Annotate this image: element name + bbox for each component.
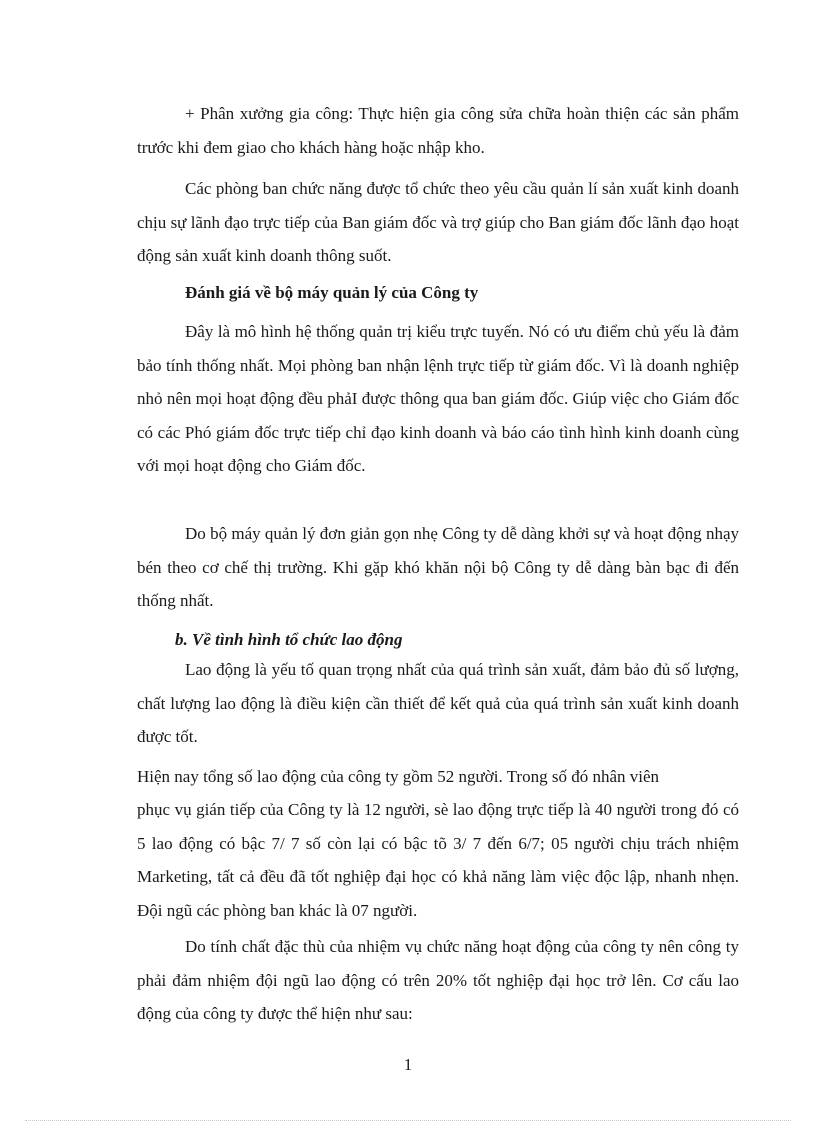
paragraph-labor-count: phục vụ gián tiếp của Công ty là 12 người, sè lao động trực tiếp là 40 người trong đó có 5 lao động có bậc 7/ 7 số còn lại có bậc tõ 3/ 7 đến 6/7; 05 người chịu trách nhiệm Marketing, tất cả đều đã tốt nghiệp đại học có khả năng làm việc độc lập, nhanh nhẹn. Đội ngũ các phòng ban khác là 07 người.: [137, 800, 739, 920]
page-number: 1: [403, 1055, 413, 1074]
heading-labor-organization: b. Về tình hình tổ chức lao động: [175, 630, 403, 649]
heading-management-evaluation: Đánh giá về bộ máy quản lý của Công ty: [185, 283, 479, 302]
page-bottom-divider: [25, 1120, 791, 1121]
paragraph-labor-importance: Lao động là yếu tố quan trọng nhất của quá trình sản xuất, đảm bảo đủ số lượng, chất lượng lao động là điều kiện cần thiết để kết quả của quá trình sản xuất kinh doanh được tốt.: [137, 660, 739, 746]
paragraph-functional-departments: Các phòng ban chức năng được tổ chức theo yêu cầu quản lí sản xuất kinh doanh chịu sự lãnh đạo trực tiếp của Ban giám đốc và trợ giúp cho Ban giám đốc lãnh đạo hoạt động sản xuất kinh doanh thông suốt.: [137, 179, 739, 265]
paragraph-management-model: Đây là mô hình hệ thống quản trị kiểu trực tuyến. Nó có ưu điểm chủ yếu là đảm bảo tính thống nhất. Mọi phòng ban nhận lệnh trực tiếp từ giám đốc. Vì là doanh nghiệp nhỏ nên mọi hoạt động đều phảI được thông qua ban giám đốc. Giúp việc cho Giám đốc có các Phó giám đốc trực tiếp chỉ đạo kinh doanh và báo cáo tình hình kinh doanh cùng với mọi hoạt động cho Giám đốc.: [137, 322, 739, 475]
paragraph-processing-workshop: + Phân xưởng gia công: Thực hiện gia công sửa chữa hoàn thiện các sản phẩm trước khi đem giao cho khách hàng hoặc nhập kho.: [137, 104, 739, 157]
paragraph-labor-count-first-line: Hiện nay tổng số lao động của công ty gồm 52 người. Trong số đó nhân viên: [137, 767, 660, 786]
paragraph-simple-structure: Do bộ máy quản lý đơn giản gọn nhẹ Công ty dễ dàng khởi sự và hoạt động nhạy bén theo cơ chế thị trường. Khi gặp khó khăn nội bộ Công ty dễ dàng bàn bạc đi đến thống nhất.: [137, 524, 739, 610]
paragraph-labor-structure: Do tính chất đặc thù của nhiệm vụ chức năng hoạt động của công ty nên công ty phải đảm nhiệm đội ngũ lao động có trên 20% tốt nghiệp đại học trở lên. Cơ cấu lao động của công ty được thể hiện như sau:: [137, 937, 739, 1023]
